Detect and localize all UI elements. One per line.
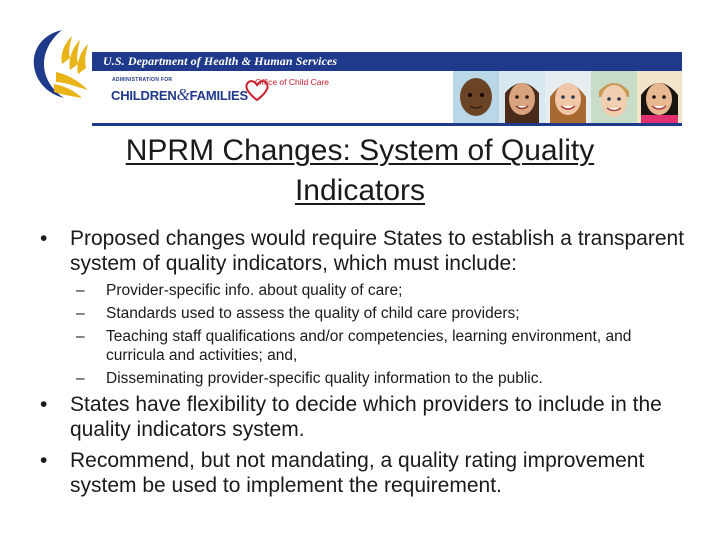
slide-title-line-2: Indicators [294, 174, 426, 207]
acf-logo-text [111, 85, 248, 105]
sub-bullet-item [76, 281, 690, 300]
bullet-marker: • [40, 227, 48, 250]
child-photo-3 [545, 71, 591, 123]
children-photo-strip [453, 71, 682, 123]
child-photo-4 [591, 71, 637, 123]
sub-bullet-item [76, 327, 690, 365]
sub-bullet-item [76, 369, 690, 388]
acf-families-label: FAMILIES [189, 88, 248, 103]
bullet-marker: • [40, 393, 48, 416]
department-title: U.S. Department of Health & Human Services [103, 54, 338, 68]
sub-bullet-item [76, 304, 690, 323]
bullet-text: States have flexibility to decide which providers to include in the quality indicators system. [70, 393, 662, 441]
acf-children-label: CHILDREN [111, 88, 177, 103]
child-photo-1 [453, 71, 499, 123]
bullet-item [40, 448, 690, 498]
acf-ampersand: & [176, 85, 190, 104]
child-photo-5 [637, 71, 682, 123]
child-photo-2 [499, 71, 545, 123]
bullet-text: Recommend, but not mandating, a quality rating improvement system be used to implement the requirement. [70, 449, 645, 497]
slide-title-line-1: NPRM Changes: System of Quality [125, 134, 595, 167]
acf-admin-for-label: ADMINISTRATION FOR [112, 77, 173, 83]
slide-body [40, 226, 690, 500]
sub-bullet-text: Provider-specific info. about quality of care; [106, 282, 403, 299]
dash-marker: – [76, 305, 85, 322]
bullet-item [40, 392, 690, 442]
bullet-marker: • [40, 449, 48, 472]
bullet-item [40, 226, 690, 276]
sub-bullet-text: Teaching staff qualifications and/or competencies, learning environment, and curricula and activities; and, [106, 328, 632, 364]
sub-bullet-list [76, 281, 690, 388]
header-bottom-rule [92, 123, 682, 126]
dash-marker: – [76, 328, 85, 345]
slide-title [60, 131, 660, 211]
sub-bullet-text: Standards used to assess the quality of child care providers; [106, 305, 520, 322]
dash-marker: – [76, 282, 85, 299]
occ-logo-text: Office of Child Care [255, 77, 330, 87]
bullet-text: Proposed changes would require States to establish a transparent system of quality indicators, which must include: [70, 227, 685, 275]
dash-marker: – [76, 370, 85, 387]
sub-bullet-text: Disseminating provider-specific quality information to the public. [106, 370, 543, 387]
